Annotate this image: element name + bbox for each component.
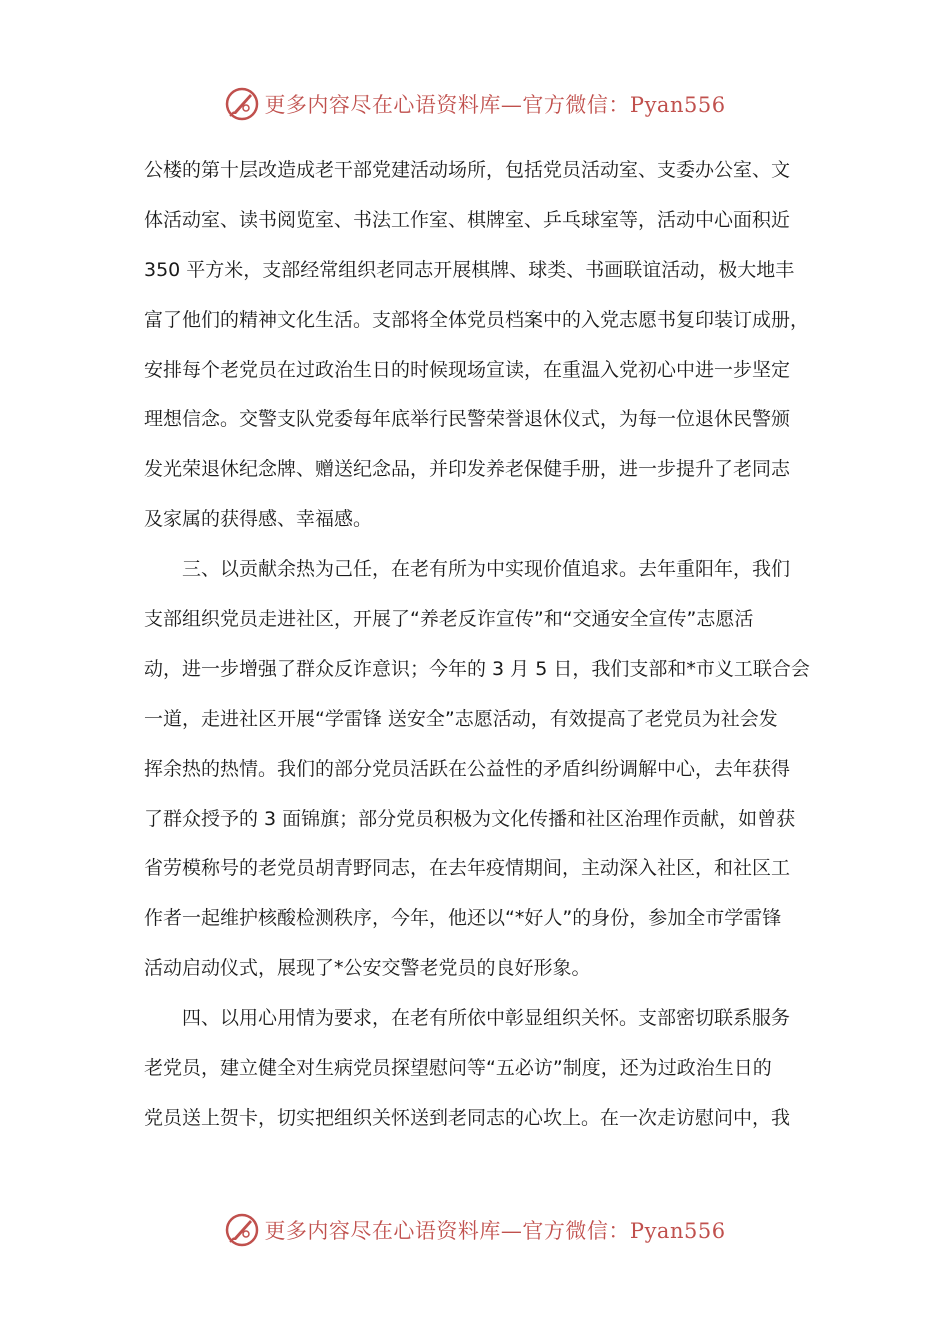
text-line: 老党员，建立健全对生病党员探望慰问等“五必访”制度，还为过政治生日的	[144, 1057, 772, 1080]
text-line: 省劳模称号的老党员胡青野同志，在去年疫情期间，主动深入社区，和社区工	[144, 857, 791, 880]
text-line: 动，进一步增强了群众反诈意识；今年的 3 月 5 日，我们支部和*市义工联合会	[144, 657, 810, 680]
text-line: 理想信念。交警支队党委每年底举行民警荣誉退休仪式，为每一位退休民警颁	[144, 408, 791, 431]
text-line: 党员送上贺卡，切实把组织关怀送到老同志的心坎上。在一次走访慰问中，我	[144, 1106, 791, 1129]
text-line: 富了他们的精神文化生活。支部将全体党员档案中的入党志愿书复印装订成册，	[144, 308, 810, 331]
header-watermark-banner	[0, 84, 950, 124]
text-line: 作者一起维护核酸检测秩序，今年，他还以“*好人”的身份，参加全市学雷锋	[144, 907, 782, 930]
text-line: 一道，走进社区开展“学雷锋 送安全”志愿活动，有效提高了老党员为社会发	[144, 707, 778, 730]
header-watermark-text: 更多内容尽在心语资料库—官方微信：Pyan556	[264, 93, 726, 117]
footer-watermark-banner	[0, 1210, 950, 1250]
text-line: 三、以贡献余热为己任，在老有所为中实现价值追求。去年重阳年，我们	[144, 558, 791, 581]
document-body	[144, 146, 808, 1144]
text-line: 350 平方米，支部经常组织老同志开展棋牌、球类、书画联谊活动，极大地丰	[144, 258, 795, 281]
footer-watermark-text: 更多内容尽在心语资料库—官方微信：Pyan556	[264, 1219, 726, 1243]
text-line: 安排每个老党员在过政治生日的时候现场宣读，在重温入党初心中进一步坚定	[144, 358, 791, 381]
text-line: 挥余热的热情。我们的部分党员活跃在公益性的矛盾纠纷调解中心，去年获得	[144, 757, 791, 780]
text-line: 四、以用心用情为要求，在老有所依中彰显组织关怀。支部密切联系服务	[144, 1007, 791, 1030]
text-line: 支部组织党员走进社区，开展了“养老反诈宣传”和“交通安全宣传”志愿活	[144, 608, 754, 631]
text-line: 体活动室、读书阅览室、书法工作室、棋牌室、乒乓球室等，活动中心面积近	[144, 208, 791, 231]
text-line: 了群众授予的 3 面锦旗；部分党员积极为文化传播和社区治理作贡献，如曾获	[144, 807, 796, 830]
text-line: 及家属的获得感、幸福感。	[144, 508, 373, 531]
text-line: 公楼的第十层改造成老干部党建活动场所，包括党员活动室、支委办公室、文	[144, 159, 791, 181]
text-line: 活动启动仪式，展现了*公安交警老党员的良好形象。	[144, 957, 591, 980]
quill-logo-icon	[224, 1212, 260, 1248]
quill-logo-icon	[224, 86, 260, 122]
text-line: 发光荣退休纪念牌、赠送纪念品，并印发养老保健手册，进一步提升了老同志	[144, 458, 791, 481]
